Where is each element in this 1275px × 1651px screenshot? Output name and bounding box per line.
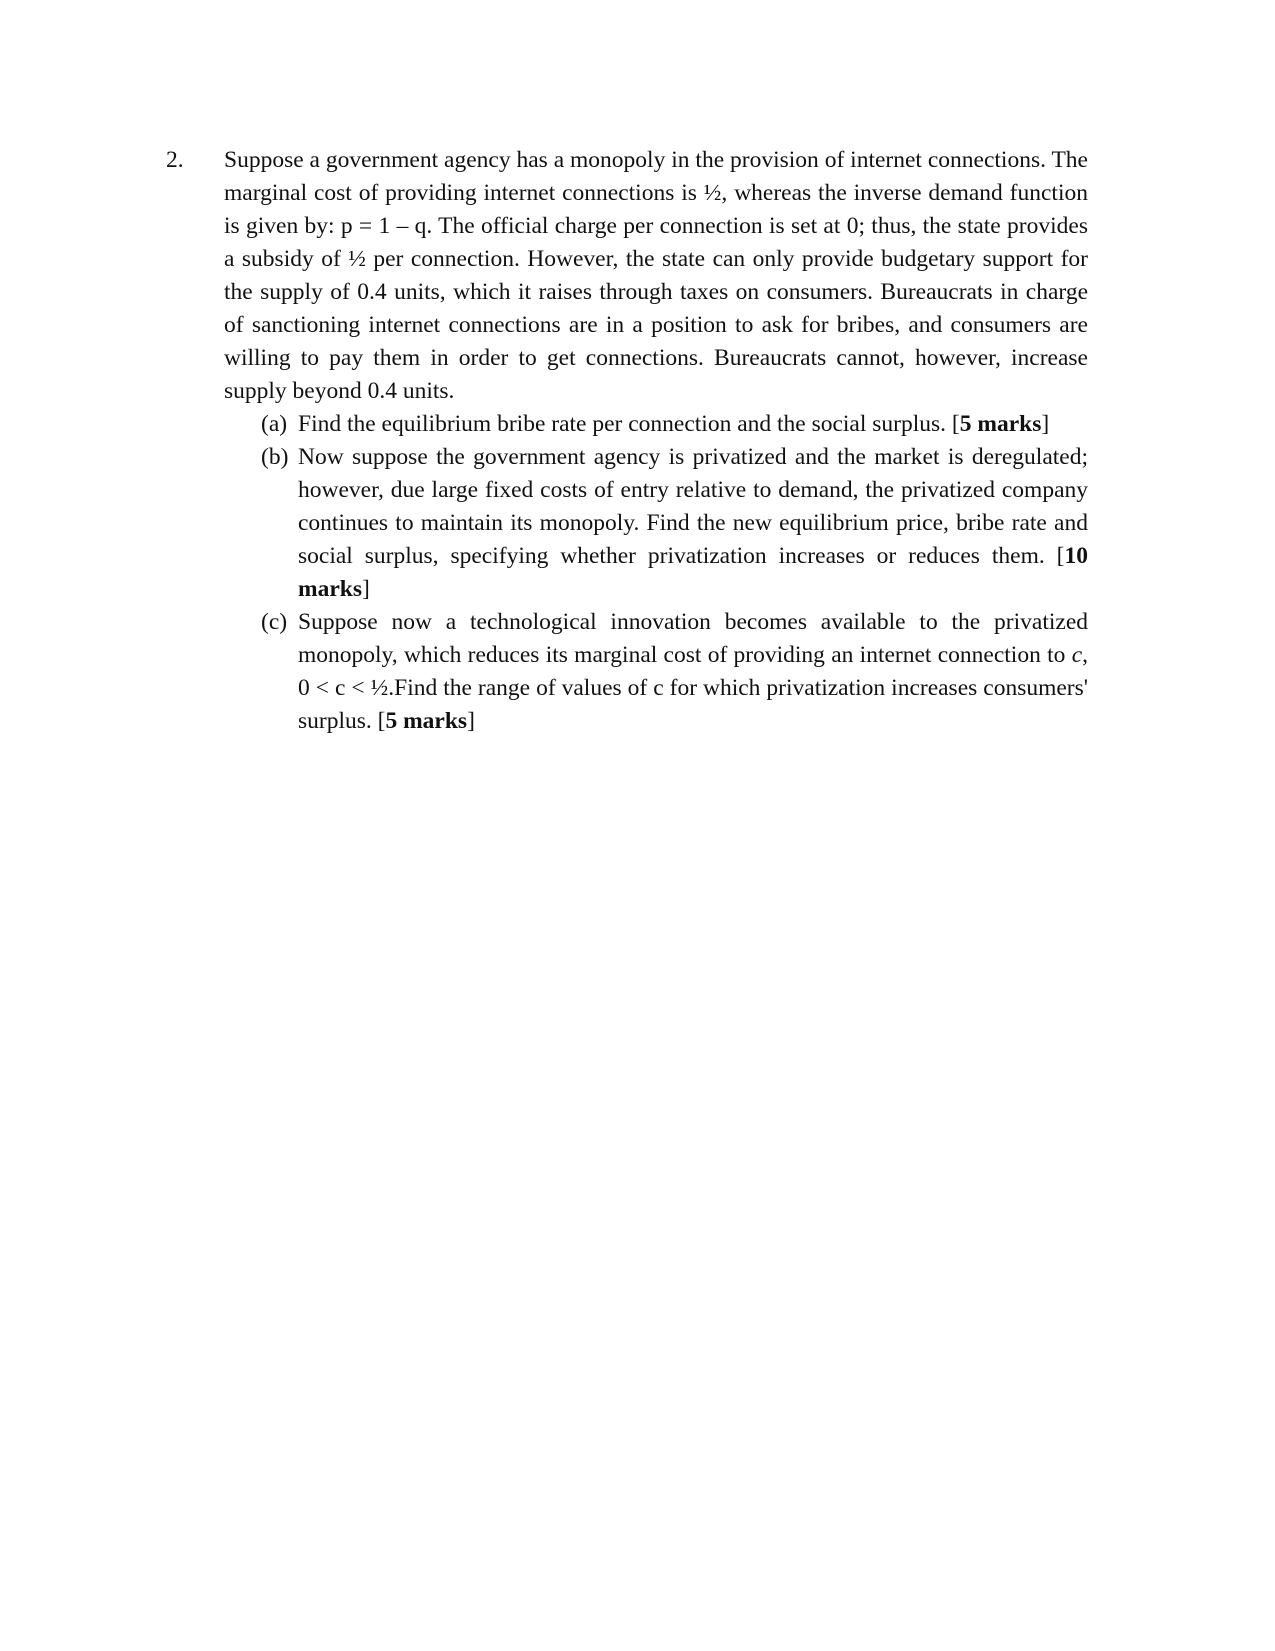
question-stem: Suppose a government agency has a monopoly in the provision of internet connections. The marginal cost of providing internet connections is ½, whereas the inverse demand function is given by: p = 1 – q. The official charge per connection is set at 0; thus, the state provides a subsidy of ½ per connection. However, the state can only provide budgetary support for the supply of 0.4 units, which it raises through taxes on consumers. Bureaucrats in charge of sanctioning internet connections are in a position to ask for bribes, and consumers are willing to pay them in order to get connections. Bureaucrats cannot, however, increase supply beyond 0.4 units.	[224, 147, 1088, 404]
marks: 10 marks	[298, 543, 1088, 602]
marks: 5 marks	[959, 411, 1042, 437]
part-a	[224, 408, 1088, 441]
part-a-text: Find the equilibrium bribe rate per connection and the social surplus.	[298, 411, 947, 437]
part-b-text: Now suppose the government agency is privatized and the market is deregulated; however, due large fixed costs of entry relative to demand, the privatized company continues to maintain its monopoly. Find the new equilibrium price, bribe rate and social surplus, specifying whether privatization increases or reduces them.	[298, 444, 1088, 569]
part-label: (a)	[261, 411, 288, 437]
part-c-text-before: Suppose now a technological innovation becomes available to the privatized monopoly, which reduces its marginal cost of providing an internet connection to	[298, 609, 1088, 668]
question-parts	[224, 408, 1088, 738]
part-b	[224, 441, 1088, 606]
part-text: Find the equilibrium bribe rate per connection and the social surplus. [5 marks]	[298, 411, 1050, 437]
part-text: Suppose now a technological innovation becomes available to the privatized monopoly, which reduces its marginal cost of providing an internet connection to c, 0 < c < ½.Find the range of values of c for which privatization increases consumers' surplus. [5 marks]	[298, 609, 1088, 734]
part-label: (b)	[261, 444, 289, 470]
marks: 5 marks	[385, 708, 468, 734]
part-c	[224, 606, 1088, 738]
part-label: (c)	[261, 609, 288, 635]
question-body	[224, 144, 1088, 738]
part-c-text-after: , 0 < c < ½.Find the range of values of c for which privatization increases consumers' surplus.	[298, 642, 1088, 734]
part-text: Now suppose the government agency is privatized and the market is deregulated; however, due large fixed costs of entry relative to demand, the privatized company continues to maintain its monopoly. Find the new equilibrium price, bribe rate and social surplus, specifying whether privatization increases or reduces them. [10 marks]	[298, 444, 1088, 602]
question-number: 2.	[166, 147, 184, 173]
variable-c: c	[1071, 642, 1083, 668]
